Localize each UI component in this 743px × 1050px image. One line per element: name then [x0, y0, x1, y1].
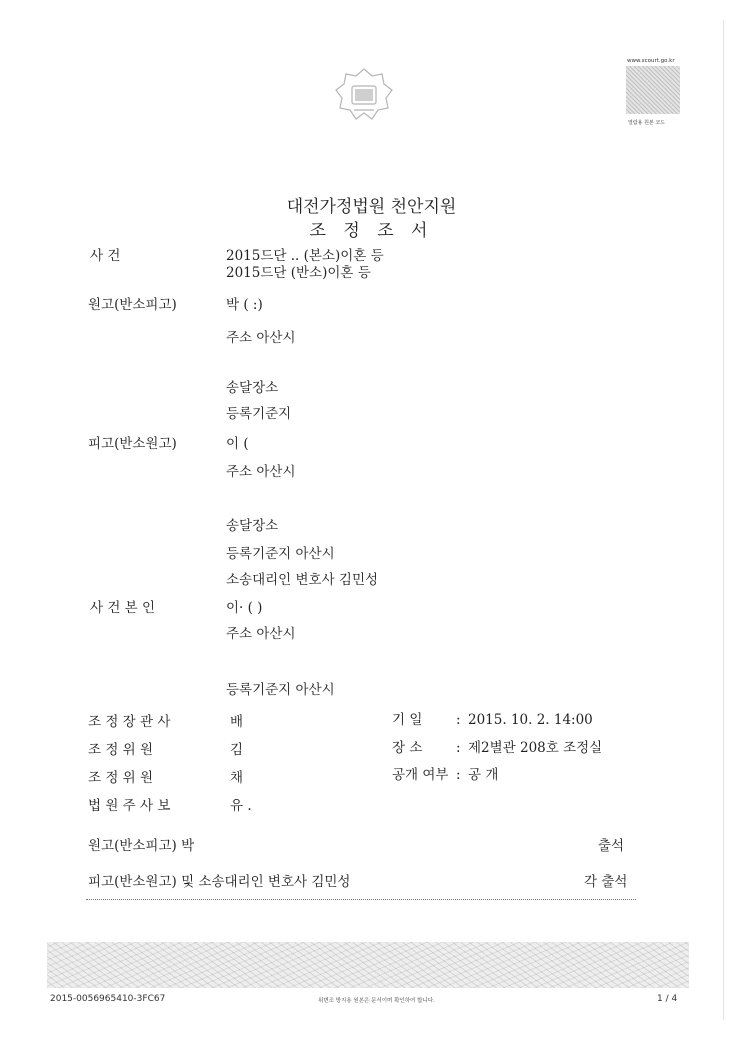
official-label: 조 정 장 관 사 — [88, 714, 171, 730]
defendant-registry: 등록기준지 아산시 — [226, 546, 335, 562]
defendant-attorney: 소송대리인 변호사 김민성 — [226, 572, 379, 588]
plaintiff-registry: 등록기준지 — [226, 406, 292, 422]
principal-address: 주소 아산시 — [226, 626, 296, 642]
document-title: 조 정 조 서 — [309, 221, 434, 241]
document-id: 2015-0056965410-3FC67 — [50, 994, 166, 1004]
session-colon: : — [456, 712, 461, 728]
defendant-delivery: 송달장소 — [226, 518, 279, 534]
court-emblem-icon — [332, 66, 396, 124]
page-edge — [723, 20, 724, 1020]
page-number: 1 / 4 — [657, 994, 678, 1004]
official-name: 김 — [230, 742, 244, 758]
official-name: 배 — [230, 714, 244, 730]
case-label: 사 건 — [90, 248, 121, 264]
official-label: 법 원 주 사 보 — [88, 798, 171, 814]
session-date-label: 기 일 — [392, 712, 423, 728]
principal-name: 이· ( ) — [226, 600, 263, 616]
session-public-label: 공개 여부 — [392, 767, 449, 783]
session-colon: : — [456, 767, 461, 783]
defendant-name: 이 ( — [226, 436, 249, 452]
court-name: 대전가정법원 천안지원 — [286, 197, 457, 217]
plaintiff-address: 주소 아산시 — [226, 330, 296, 346]
attendance-party: 피고(반소원고) 및 소송대리인 변호사 김민성 — [88, 874, 351, 890]
defendant-address: 주소 아산시 — [226, 464, 296, 480]
case-number-main: 2015드단 .. (본소)이혼 등 — [226, 248, 384, 264]
anti-forgery-band — [47, 942, 689, 988]
attendance-status: 출석 — [598, 838, 625, 854]
qr-caption: 열람용 원본 코드 — [628, 120, 665, 126]
attendance-party: 원고(반소피고) 박 — [88, 838, 195, 854]
principal-label: 사 건 본 인 — [90, 600, 156, 616]
session-date-value: 2015. 10. 2. 14:00 — [468, 712, 593, 728]
session-place-label: 장 소 — [392, 740, 423, 756]
qr-url: www.scourt.go.kr — [627, 58, 675, 64]
official-label: 조 정 위 원 — [88, 742, 154, 758]
official-name: 유 . — [230, 798, 252, 814]
official-label: 조 정 위 원 — [88, 770, 154, 786]
case-number-counter: 2015드단 (반소)이혼 등 — [226, 265, 371, 281]
defendant-label: 피고(반소원고) — [88, 436, 177, 452]
principal-registry: 등록기준지 아산시 — [226, 682, 335, 698]
qr-code — [626, 66, 680, 114]
plaintiff-label: 원고(반소피고) — [88, 297, 177, 313]
session-colon: : — [456, 740, 461, 756]
official-name: 채 — [230, 770, 244, 786]
session-place-value: 제2별관 208호 조정실 — [468, 740, 603, 756]
attendance-status: 각 출석 — [584, 874, 628, 890]
plaintiff-name: 박 ( :) — [226, 297, 263, 313]
footer-note: 위변조 방지용 원본은 문서이며 확인하여 합니다. — [318, 998, 435, 1004]
session-public-value: 공 개 — [468, 767, 499, 783]
plaintiff-delivery: 송달장소 — [226, 380, 279, 396]
section-divider — [86, 899, 636, 900]
